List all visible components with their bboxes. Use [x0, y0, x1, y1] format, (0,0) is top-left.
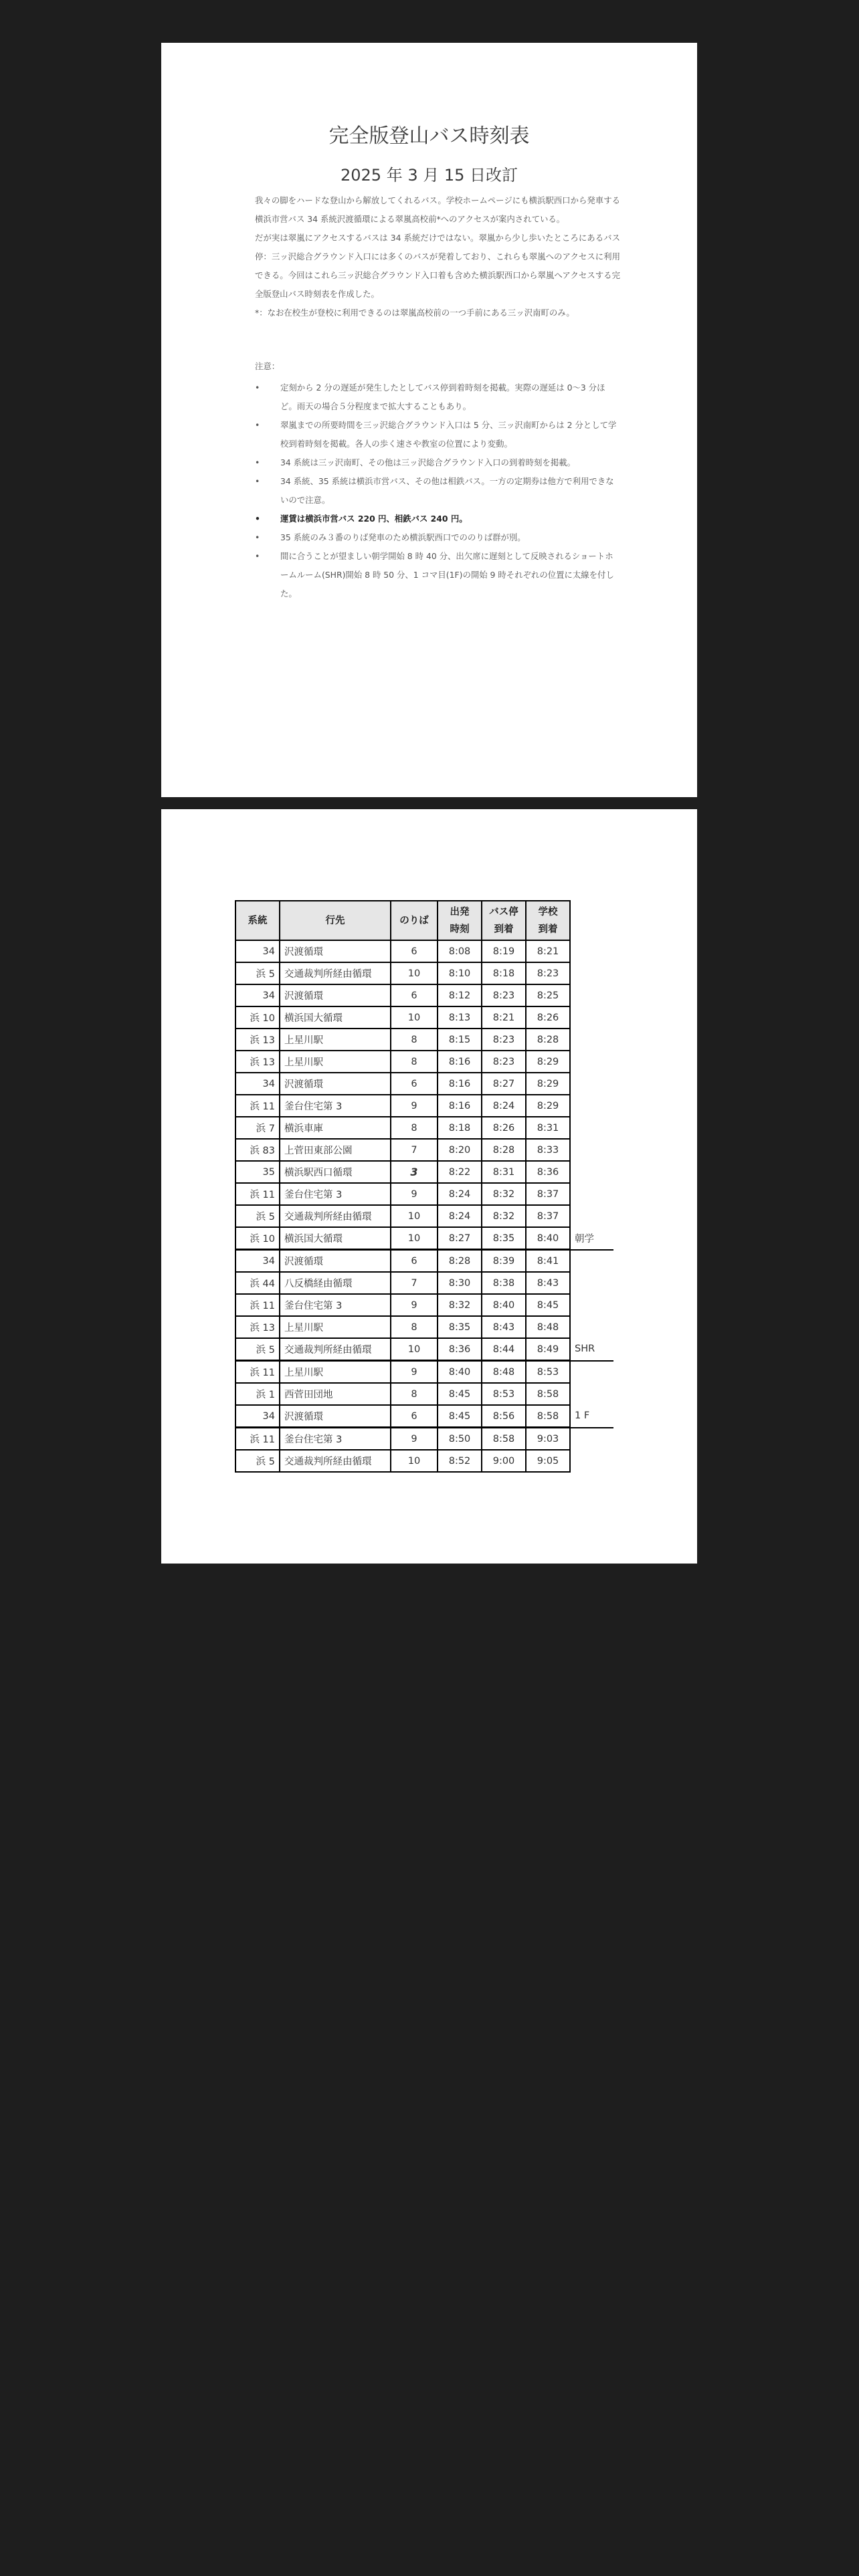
cell-stop: 9 — [391, 1095, 438, 1117]
intro-paragraph: 我々の脚をハードな登山から解放してくれるバス。学校ホームページにも横浜駅西口から発車する横浜市営バス 34 系統沢渡循環による翠嵐高校前*へのアクセスが案内されている。 — [255, 195, 620, 224]
timetable-container — [235, 900, 613, 1473]
table-row — [235, 1338, 613, 1361]
cell-depart-time: 8:08 — [438, 940, 482, 962]
cell-arrive-time: 8:35 — [482, 1227, 526, 1250]
cell-stop: 10 — [391, 962, 438, 984]
cell-system: 35 — [235, 1161, 280, 1183]
cell-milestone-note — [570, 1450, 613, 1472]
cell-arrive-time: 8:48 — [482, 1361, 526, 1384]
note-text: 間に合うことが望ましい朝学開始 8 時 40 分、出欠席に遅刻として反映されるショートホームルーム(SHR)開始 8 時 50 分、1 コマ目(1F)の開始 9 時それぞれの位置に太線を付した。 — [280, 551, 614, 599]
cell-depart-time: 8:18 — [438, 1117, 482, 1139]
cell-system: 浜 1 — [235, 1383, 280, 1405]
cell-arrive-time: 8:23 — [482, 984, 526, 1006]
table-row — [235, 1250, 613, 1273]
cell-destination: 沢渡循環 — [280, 984, 391, 1006]
cell-destination: 沢渡循環 — [280, 1250, 391, 1273]
cell-destination: 交通裁判所経由循環 — [280, 962, 391, 984]
cell-destination: 沢渡循環 — [280, 1405, 391, 1428]
header-system: 系統 — [235, 901, 280, 940]
cell-milestone-note — [570, 1294, 613, 1316]
cell-depart-time: 8:35 — [438, 1316, 482, 1338]
cell-destination: 交通裁判所経由循環 — [280, 1450, 391, 1472]
table-row — [235, 1183, 613, 1205]
cell-school-time: 8:21 — [526, 940, 570, 962]
cell-depart-time: 8:36 — [438, 1338, 482, 1361]
cell-arrive-time: 8:21 — [482, 1006, 526, 1029]
cell-system: 34 — [235, 1073, 280, 1095]
cell-destination: 西菅田団地 — [280, 1383, 391, 1405]
cell-destination: 上星川駅 — [280, 1316, 391, 1338]
cell-school-time: 8:53 — [526, 1361, 570, 1384]
header-depart: 出発 時刻 — [438, 901, 482, 940]
cell-school-time: 8:40 — [526, 1227, 570, 1250]
cell-milestone-note — [570, 1029, 613, 1051]
cell-milestone-note — [570, 1051, 613, 1073]
cell-destination: 上菅田東部公園 — [280, 1139, 391, 1161]
cell-school-time: 9:03 — [526, 1428, 570, 1451]
note-text: 35 系統のみ３番のりば発車のため横浜駅西口でののりば群が別。 — [280, 532, 526, 542]
header-arrive: バス停 到着 — [482, 901, 526, 940]
cell-school-time: 8:45 — [526, 1294, 570, 1316]
cell-depart-time: 8:40 — [438, 1361, 482, 1384]
cell-milestone-note — [570, 1205, 613, 1227]
cell-school-time: 8:29 — [526, 1073, 570, 1095]
cell-stop: 9 — [391, 1428, 438, 1451]
table-row — [235, 940, 613, 962]
table-row — [235, 1428, 613, 1451]
cell-milestone-note: 1 F — [570, 1405, 613, 1428]
cell-stop: 10 — [391, 1006, 438, 1029]
cell-milestone-note — [570, 1139, 613, 1161]
note-item — [255, 547, 620, 603]
table-row — [235, 1294, 613, 1316]
cell-destination: 上星川駅 — [280, 1361, 391, 1384]
cell-school-time: 8:36 — [526, 1161, 570, 1183]
cell-depart-time: 8:24 — [438, 1183, 482, 1205]
note-item — [255, 528, 620, 547]
bullet-icon: • — [255, 551, 260, 561]
table-header-row — [235, 901, 613, 940]
document-page-1 — [161, 43, 697, 797]
cell-school-time: 8:29 — [526, 1095, 570, 1117]
cell-depart-time: 8:27 — [438, 1227, 482, 1250]
cell-stop: 8 — [391, 1051, 438, 1073]
note-item — [255, 453, 620, 472]
cell-system: 浜 5 — [235, 1450, 280, 1472]
cell-system: 浜 11 — [235, 1428, 280, 1451]
cell-system: 浜 13 — [235, 1051, 280, 1073]
cell-school-time: 8:37 — [526, 1183, 570, 1205]
note-text: 34 系統、35 系統は横浜市営バス、その他は相鉄バス。一方の定期券は他方で利用できないので注意。 — [280, 476, 614, 505]
header-school: 学校 到着 — [526, 901, 570, 940]
cell-depart-time: 8:30 — [438, 1272, 482, 1294]
cell-stop: 3 — [391, 1161, 438, 1183]
document-title: 完全版登山バス時刻表 — [328, 124, 530, 148]
cell-milestone-note — [570, 1316, 613, 1338]
intro-paragraph: だが実は翠嵐にアクセスするバスは 34 系統だけではない。翠嵐から少し歩いたところにあるバス停：三ッ沢総合グラウンド入口には多くのバスが発着しており、これらも翠嵐へのアクセスに利用できる。今回はこれら三ッ沢総合グラウンド入口着も含めた横浜駅西口から翠嵐へアクセスする完全版登山バス時刻表を作成した。 — [255, 233, 620, 299]
bullet-icon: • — [255, 532, 260, 542]
cell-arrive-time: 8:23 — [482, 1029, 526, 1051]
cell-milestone-note — [570, 1250, 613, 1273]
cell-system: 浜 5 — [235, 1338, 280, 1361]
cell-system: 浜 11 — [235, 1095, 280, 1117]
cell-system: 浜 10 — [235, 1006, 280, 1029]
cell-milestone-note — [570, 1183, 613, 1205]
cell-school-time: 8:37 — [526, 1205, 570, 1227]
cell-stop: 8 — [391, 1316, 438, 1338]
cell-stop: 10 — [391, 1338, 438, 1361]
cell-school-time: 8:41 — [526, 1250, 570, 1273]
table-row — [235, 1029, 613, 1051]
cell-arrive-time: 8:44 — [482, 1338, 526, 1361]
cell-arrive-time: 8:32 — [482, 1183, 526, 1205]
cell-system: 34 — [235, 1250, 280, 1273]
cell-school-time: 8:29 — [526, 1051, 570, 1073]
cell-milestone-note — [570, 1073, 613, 1095]
cell-stop: 8 — [391, 1029, 438, 1051]
cell-system: 34 — [235, 940, 280, 962]
cell-arrive-time: 8:31 — [482, 1161, 526, 1183]
cell-depart-time: 8:32 — [438, 1294, 482, 1316]
note-item — [255, 472, 620, 510]
table-row — [235, 1405, 613, 1428]
cell-stop: 7 — [391, 1272, 438, 1294]
notes-heading: 注意： — [255, 361, 280, 371]
cell-depart-time: 8:22 — [438, 1161, 482, 1183]
bullet-icon: • — [255, 476, 260, 486]
cell-milestone-note — [570, 940, 613, 962]
cell-milestone-note: SHR — [570, 1338, 613, 1361]
cell-arrive-time: 8:24 — [482, 1095, 526, 1117]
cell-milestone-note — [570, 984, 613, 1006]
bullet-icon: • — [255, 514, 260, 524]
cell-arrive-time: 8:53 — [482, 1383, 526, 1405]
cell-depart-time: 8:16 — [438, 1073, 482, 1095]
document-page-2 — [161, 809, 697, 1564]
cell-destination: 上星川駅 — [280, 1029, 391, 1051]
table-row — [235, 1051, 613, 1073]
cell-system: 浜 83 — [235, 1139, 280, 1161]
cell-school-time: 8:26 — [526, 1006, 570, 1029]
table-row — [235, 1361, 613, 1384]
cell-system: 34 — [235, 984, 280, 1006]
cell-depart-time: 8:45 — [438, 1405, 482, 1428]
note-text: 34 系統は三ッ沢南町、その他は三ッ沢総合グラウンド入口の到着時刻を掲載。 — [280, 457, 575, 467]
cell-milestone-note: 朝学 — [570, 1227, 613, 1250]
cell-arrive-time: 8:18 — [482, 962, 526, 984]
cell-milestone-note — [570, 1383, 613, 1405]
bus-timetable — [235, 900, 613, 1473]
table-row — [235, 1227, 613, 1250]
cell-system: 浜 11 — [235, 1183, 280, 1205]
cell-depart-time: 8:52 — [438, 1450, 482, 1472]
note-item — [255, 379, 620, 416]
table-row — [235, 1006, 613, 1029]
cell-depart-time: 8:20 — [438, 1139, 482, 1161]
cell-school-time: 8:33 — [526, 1139, 570, 1161]
cell-arrive-time: 8:40 — [482, 1294, 526, 1316]
cell-system: 浜 13 — [235, 1316, 280, 1338]
cell-milestone-note — [570, 962, 613, 984]
cell-stop: 10 — [391, 1227, 438, 1250]
cell-milestone-note — [570, 1361, 613, 1384]
note-text: 運賃は横浜市営バス 220 円、相鉄バス 240 円。 — [280, 514, 468, 524]
cell-arrive-time: 8:43 — [482, 1316, 526, 1338]
cell-depart-time: 8:50 — [438, 1428, 482, 1451]
cell-milestone-note — [570, 1272, 613, 1294]
header-note-spacer — [570, 901, 613, 940]
cell-arrive-time: 8:28 — [482, 1139, 526, 1161]
cell-arrive-time: 8:58 — [482, 1428, 526, 1451]
table-row — [235, 984, 613, 1006]
cell-stop: 9 — [391, 1294, 438, 1316]
header-stop: のりば — [391, 901, 438, 940]
cell-system: 浜 5 — [235, 1205, 280, 1227]
cell-destination: 横浜国大循環 — [280, 1006, 391, 1029]
cell-arrive-time: 8:32 — [482, 1205, 526, 1227]
cell-arrive-time: 8:26 — [482, 1117, 526, 1139]
cell-school-time: 8:49 — [526, 1338, 570, 1361]
note-text: 翠嵐までの所要時間を三ッ沢総合グラウンド入口は 5 分、三ッ沢南町からは 2 分として学校到着時刻を掲載。各人の歩く速さや教室の位置により変動。 — [280, 420, 617, 449]
cell-stop: 6 — [391, 940, 438, 962]
table-row — [235, 962, 613, 984]
cell-stop: 8 — [391, 1383, 438, 1405]
cell-stop: 10 — [391, 1450, 438, 1472]
cell-arrive-time: 9:00 — [482, 1450, 526, 1472]
cell-destination: 横浜国大循環 — [280, 1227, 391, 1250]
cell-system: 浜 13 — [235, 1029, 280, 1051]
cell-stop: 6 — [391, 1405, 438, 1428]
cell-school-time: 8:48 — [526, 1316, 570, 1338]
cell-destination: 横浜車庫 — [280, 1117, 391, 1139]
timetable-body — [235, 940, 613, 1472]
table-row — [235, 1073, 613, 1095]
cell-milestone-note — [570, 1095, 613, 1117]
revision-date: 2025 年 3 月 15 日改訂 — [340, 166, 518, 185]
table-row — [235, 1316, 613, 1338]
cell-arrive-time: 8:38 — [482, 1272, 526, 1294]
cell-system: 浜 7 — [235, 1117, 280, 1139]
cell-stop: 7 — [391, 1139, 438, 1161]
table-row — [235, 1095, 613, 1117]
table-row — [235, 1161, 613, 1183]
cell-milestone-note — [570, 1006, 613, 1029]
cell-depart-time: 8:15 — [438, 1029, 482, 1051]
cell-milestone-note — [570, 1428, 613, 1451]
cell-system: 34 — [235, 1405, 280, 1428]
cell-school-time: 8:28 — [526, 1029, 570, 1051]
note-item — [255, 510, 620, 528]
cell-system: 浜 11 — [235, 1361, 280, 1384]
cell-system: 浜 10 — [235, 1227, 280, 1250]
cell-destination: 八反橋経由循環 — [280, 1272, 391, 1294]
cell-depart-time: 8:16 — [438, 1095, 482, 1117]
cell-milestone-note — [570, 1117, 613, 1139]
table-row — [235, 1272, 613, 1294]
cell-school-time: 8:25 — [526, 984, 570, 1006]
cell-destination: 横浜駅西口循環 — [280, 1161, 391, 1183]
cell-depart-time: 8:12 — [438, 984, 482, 1006]
cell-depart-time: 8:24 — [438, 1205, 482, 1227]
cell-stop: 6 — [391, 1073, 438, 1095]
cell-destination: 釜台住宅第 3 — [280, 1294, 391, 1316]
cell-stop: 9 — [391, 1361, 438, 1384]
cell-stop: 8 — [391, 1117, 438, 1139]
cell-destination: 釜台住宅第 3 — [280, 1428, 391, 1451]
cell-system: 浜 44 — [235, 1272, 280, 1294]
bullet-icon: • — [255, 457, 260, 467]
table-row — [235, 1383, 613, 1405]
cell-depart-time: 8:16 — [438, 1051, 482, 1073]
cell-arrive-time: 8:19 — [482, 940, 526, 962]
cell-stop: 6 — [391, 984, 438, 1006]
table-row — [235, 1205, 613, 1227]
cell-depart-time: 8:45 — [438, 1383, 482, 1405]
cell-arrive-time: 8:23 — [482, 1051, 526, 1073]
bullet-icon: • — [255, 383, 260, 393]
note-item — [255, 416, 620, 453]
cell-depart-time: 8:10 — [438, 962, 482, 984]
cell-arrive-time: 8:56 — [482, 1405, 526, 1428]
cell-milestone-note — [570, 1161, 613, 1183]
footnote: *：なお在校生が登校に利用できるのは翠嵐高校前の一つ手前にある三ッ沢南町のみ。 — [255, 308, 575, 318]
cell-school-time: 8:31 — [526, 1117, 570, 1139]
cell-school-time: 8:43 — [526, 1272, 570, 1294]
header-destination: 行先 — [280, 901, 391, 940]
cell-destination: 釜台住宅第 3 — [280, 1095, 391, 1117]
table-row — [235, 1117, 613, 1139]
cell-destination: 沢渡循環 — [280, 940, 391, 962]
cell-system: 浜 11 — [235, 1294, 280, 1316]
cell-school-time: 8:23 — [526, 962, 570, 984]
cell-destination: 上星川駅 — [280, 1051, 391, 1073]
cell-arrive-time: 8:39 — [482, 1250, 526, 1273]
bullet-icon: • — [255, 420, 260, 430]
cell-stop: 10 — [391, 1205, 438, 1227]
cell-school-time: 8:58 — [526, 1405, 570, 1428]
cell-system: 浜 5 — [235, 962, 280, 984]
table-row — [235, 1139, 613, 1161]
cell-destination: 釜台住宅第 3 — [280, 1183, 391, 1205]
cell-stop: 6 — [391, 1250, 438, 1273]
cell-destination: 交通裁判所経由循環 — [280, 1205, 391, 1227]
cell-depart-time: 8:13 — [438, 1006, 482, 1029]
intro-text — [255, 191, 620, 322]
cell-depart-time: 8:28 — [438, 1250, 482, 1273]
note-text: 定刻から 2 分の遅延が発生したとしてバス停到着時刻を掲載。実際の遅延は 0〜3 分ほど。雨天の場合５分程度まで拡大することもあり。 — [280, 383, 605, 411]
cell-arrive-time: 8:27 — [482, 1073, 526, 1095]
cell-stop: 9 — [391, 1183, 438, 1205]
notes-list — [255, 379, 620, 603]
cell-school-time: 9:05 — [526, 1450, 570, 1472]
cell-destination: 交通裁判所経由循環 — [280, 1338, 391, 1361]
table-row — [235, 1450, 613, 1472]
cell-school-time: 8:58 — [526, 1383, 570, 1405]
cell-destination: 沢渡循環 — [280, 1073, 391, 1095]
